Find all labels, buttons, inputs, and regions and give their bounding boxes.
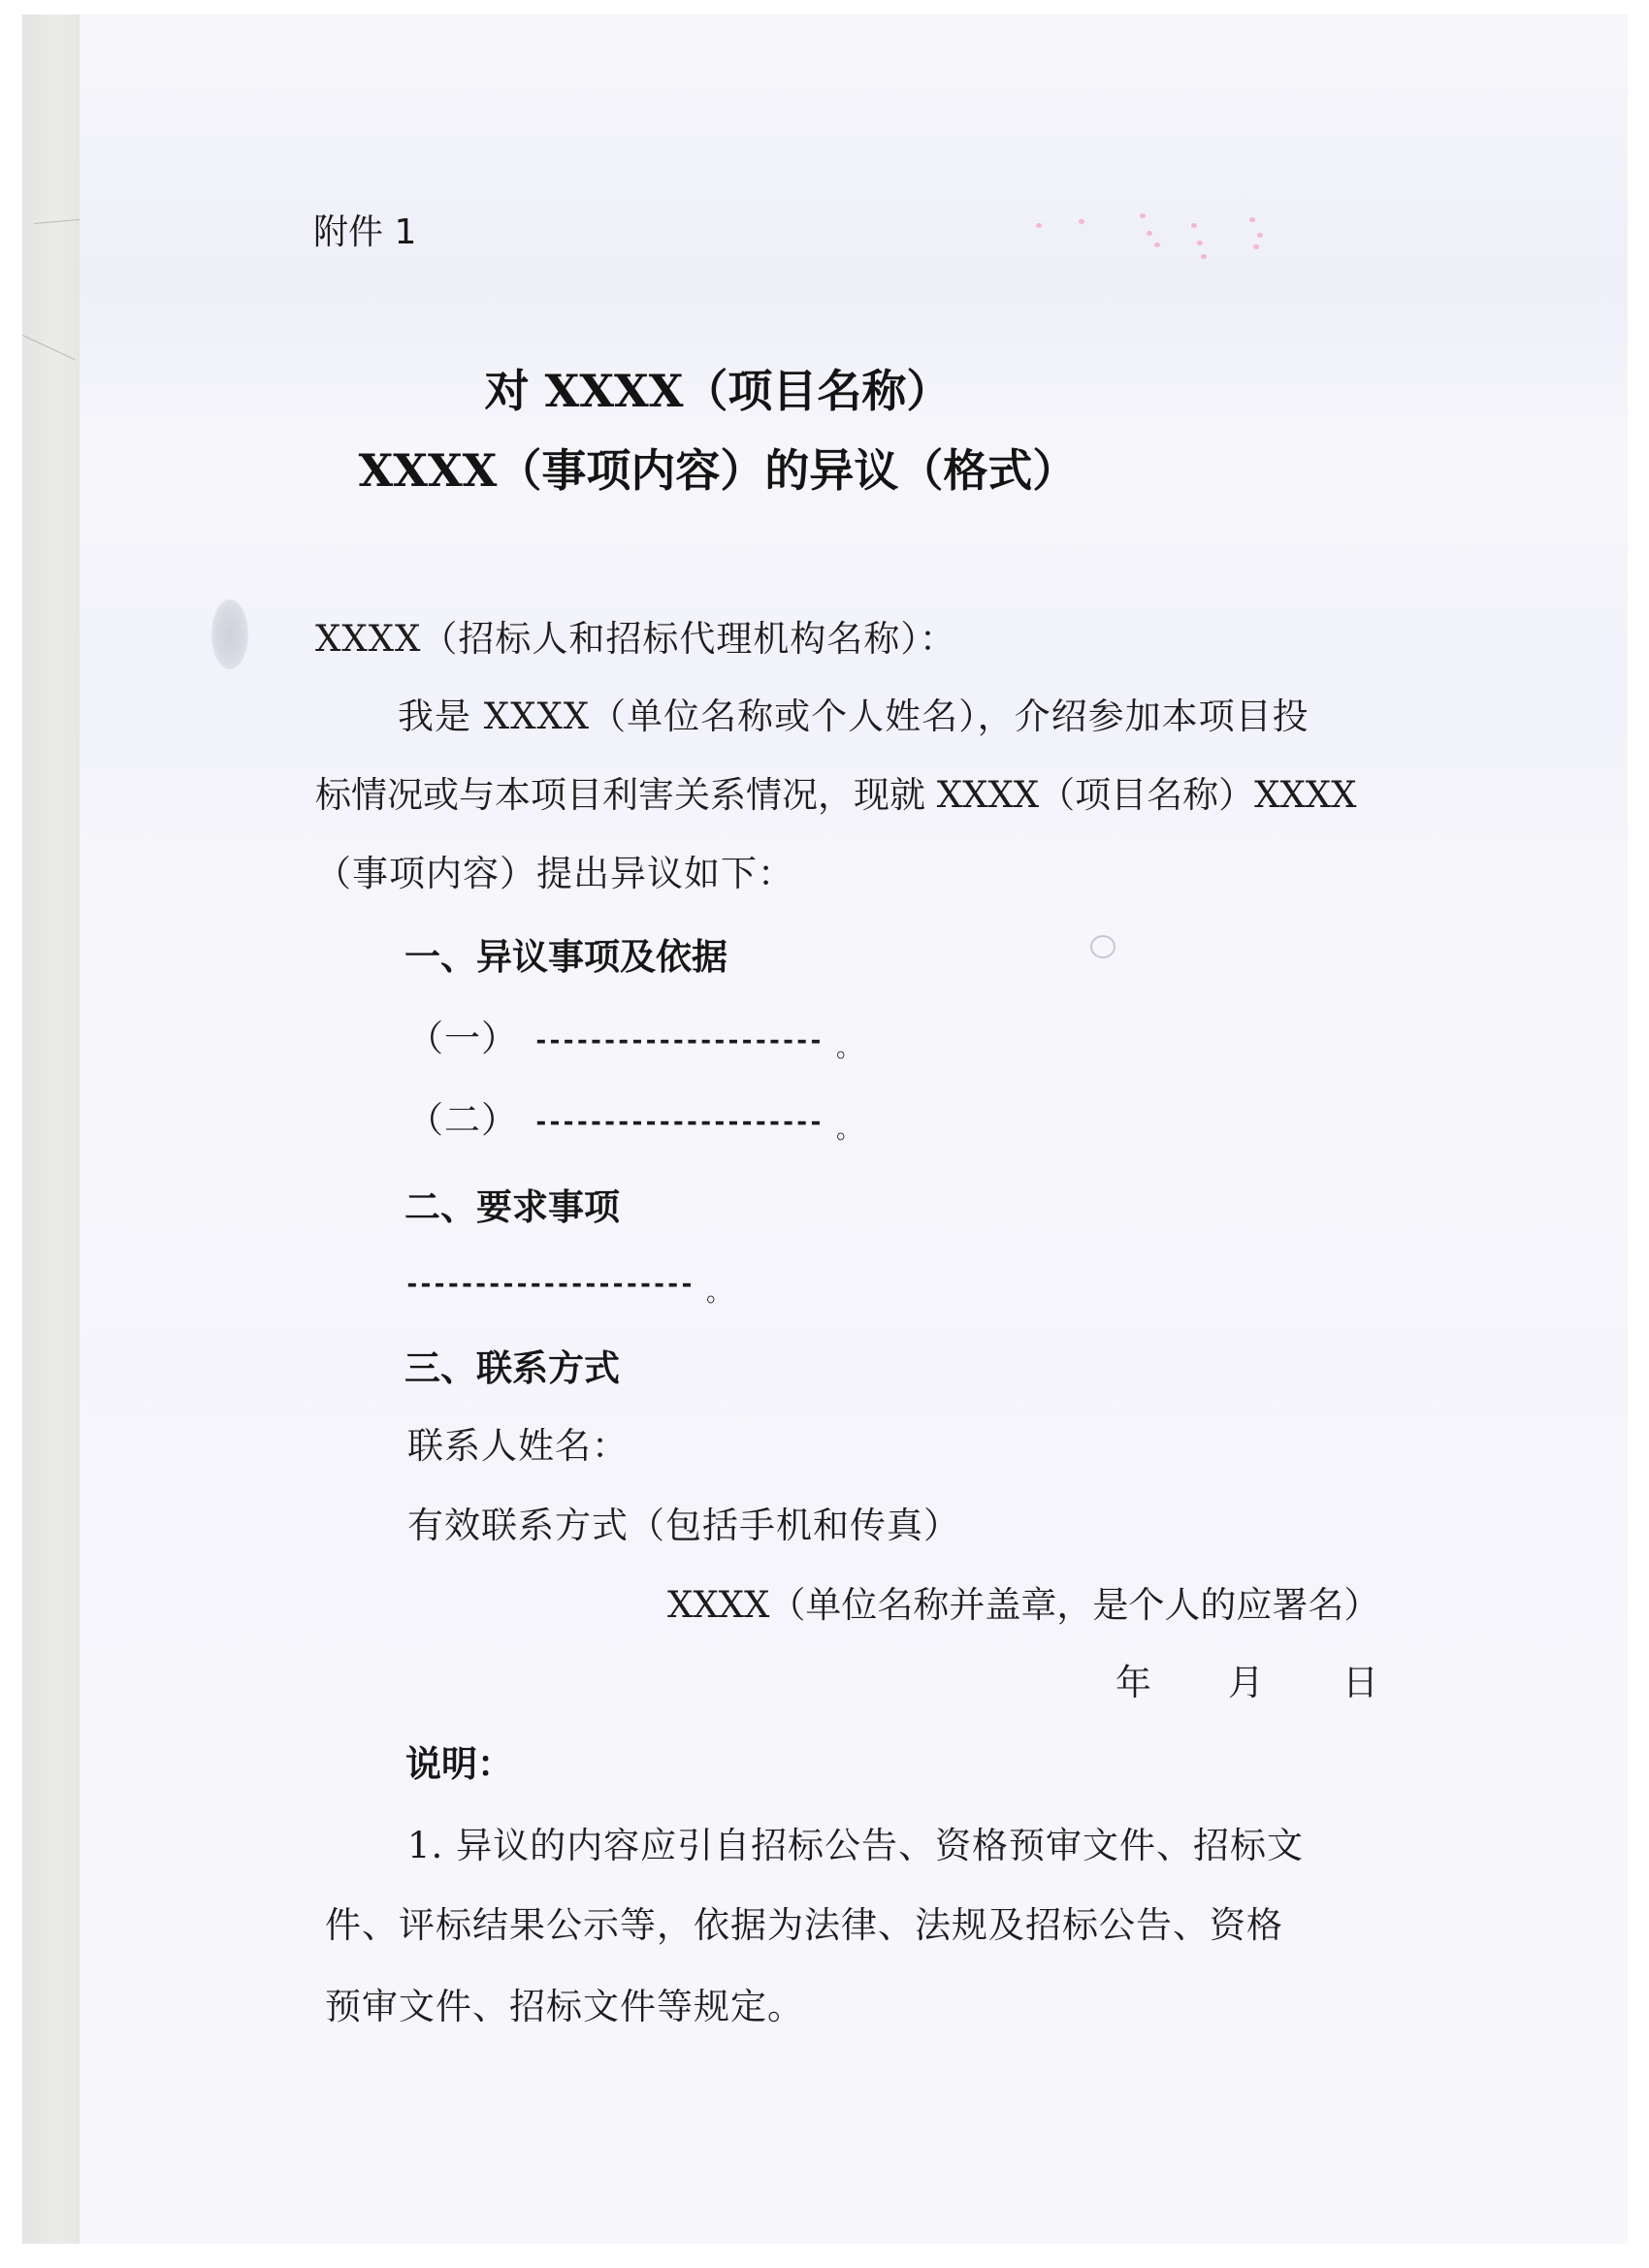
document-title-line-2: XXXX（事项内容）的异议（格式） <box>358 444 1078 497</box>
intro-line-2: 标情况或与本项目利害关系情况，现就 XXXX（项目名称）XXXX <box>315 774 1357 816</box>
contact-method-field: 有效联系方式（包括手机和传真） <box>407 1505 960 1546</box>
date-year: 年 <box>1116 1662 1152 1703</box>
notes-line-1: 1. 异议的内容应引自招标公告、资格预审文件、招标文 <box>407 1825 1305 1866</box>
scanner-binding-strip <box>22 15 80 2244</box>
signature-line: XXXX（单位名称并盖章，是个人的应署名） <box>667 1584 1380 1626</box>
salutation: XXXX（招标人和招标代理机构名称）： <box>315 618 956 660</box>
date-day: 日 <box>1342 1662 1379 1703</box>
scan-scratch <box>34 219 82 224</box>
date-month: 月 <box>1228 1662 1265 1703</box>
section-heading-contact: 三、联系方式 <box>404 1347 620 1389</box>
objection-item-blank-2: --------------------- <box>534 1108 823 1137</box>
objection-item-label-1: （一） <box>407 1018 518 1059</box>
section-heading-objections: 一、异议事项及依据 <box>404 936 728 978</box>
document-title-line-1: 对 XXXX（项目名称） <box>484 365 952 417</box>
notes-line-2: 件、评标结果公示等，依据为法律、法规及招标公告、资格 <box>325 1904 1283 1946</box>
notes-line-3: 预审文件、招标文件等规定。 <box>325 1986 804 2027</box>
objection-item-period-1: 。 <box>836 1034 862 1063</box>
section-heading-requests: 二、要求事项 <box>404 1186 620 1228</box>
objection-item-label-2: （二） <box>407 1099 518 1141</box>
fingerprint-smudge <box>211 599 248 669</box>
objection-item-blank-1: --------------------- <box>534 1026 823 1055</box>
red-stamp-residue <box>1028 213 1280 262</box>
intro-line-3: （事项内容）提出异议如下： <box>315 853 794 894</box>
scan-artifact-circle <box>1090 935 1116 958</box>
contact-name-field: 联系人姓名： <box>407 1425 629 1467</box>
request-period: 。 <box>706 1279 732 1308</box>
notes-heading: 说明： <box>405 1743 513 1785</box>
intro-line-1: 我是 XXXX（单位名称或个人姓名），介绍参加本项目投 <box>398 696 1310 737</box>
objection-item-period-2: 。 <box>836 1116 862 1145</box>
scan-scratch <box>22 335 76 360</box>
attachment-label: 附件 1 <box>313 212 417 252</box>
request-blank: --------------------- <box>404 1270 694 1299</box>
